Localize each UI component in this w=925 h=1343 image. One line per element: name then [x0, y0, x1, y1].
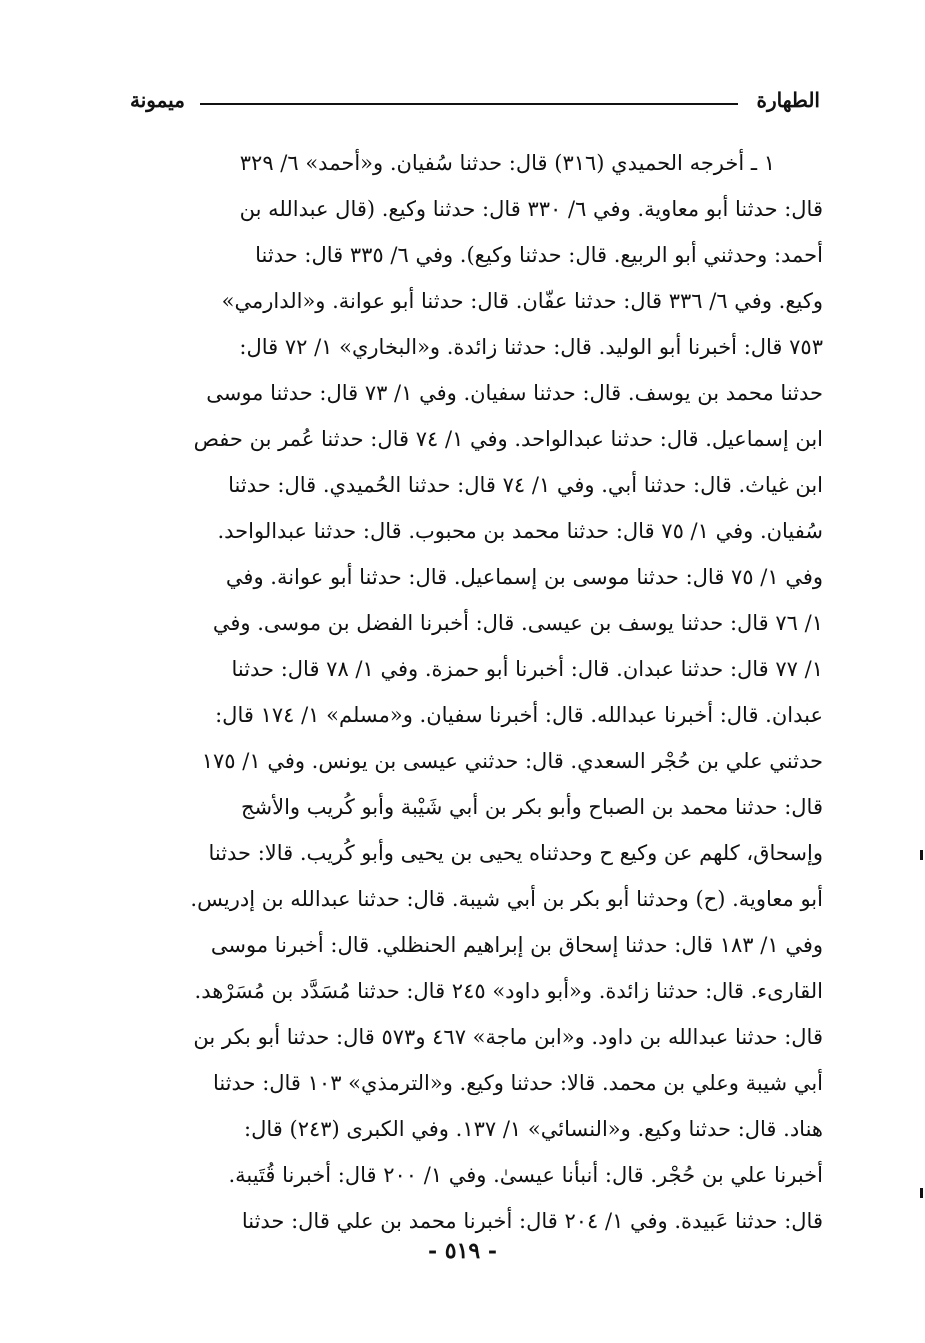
footnote-text-block [133, 140, 823, 1244]
text-line: أبو معاوية. (ح) وحدثنا أبو بكر بن أبي شيبة. قال: حدثنا عبدالله بن إدريس. [190, 887, 823, 911]
text-line: وفي ١/ ٧٥ قال: حدثنا موسى بن إسماعيل. قال: حدثنا أبو عوانة. وفي [225, 565, 823, 589]
text-line: أخبرنا علي بن حُجْر. قال: أنبأنا عيسىٰ. وفي ١/ ٢٠٠ قال: أخبرنا قُتَيبة. [228, 1163, 823, 1187]
text-line: عبدان. قال: أخبرنا عبدالله. قال: أخبرنا سفيان. و«مسلم» ١/ ١٧٤ قال: [215, 703, 823, 727]
text-line: حدثنا محمد بن يوسف. قال: حدثنا سفيان. وفي ١/ ٧٣ قال: حدثنا موسى [206, 381, 823, 405]
text-line: وفي ١/ ١٨٣ قال: حدثنا إسحاق بن إبراهيم الحنظلي. قال: أخبرنا موسى [210, 933, 823, 957]
text-line: وكيع. وفي ٦/ ٣٣٦ قال: حدثنا عفّان. قال: حدثنا أبو عوانة. و«الدارمي» [221, 289, 823, 313]
text-line: حدثني علي بن حُجْر السعدي. قال: حدثني عيسى بن يونس. وفي ١/ ١٧٥ [201, 749, 823, 773]
text-line: أحمد: وحدثني أبو الربيع. قال: حدثنا وكيع). وفي ٦/ ٣٣٥ قال: حدثنا [255, 243, 823, 267]
running-header [130, 86, 820, 116]
text-line: سُفيان. وفي ١/ ٧٥ قال: حدثنا محمد بن محبوب. قال: حدثنا عبدالواحد. [217, 519, 823, 543]
text-line: قال: حدثنا أبو معاوية. وفي ٦/ ٣٣٠ قال: حدثنا وكيع. (قال عبدالله بن [239, 197, 823, 221]
text-line: ١/ ٧٧ قال: حدثنا عبدان. قال: أخبرنا أبو حمزة. وفي ١/ ٧٨ قال: حدثنا [231, 657, 823, 681]
text-line: قال: حدثنا عبدالله بن داود. و«ابن ماجة» ٤٦٧ و٥٧٣ قال: حدثنا أبو بكر بن [193, 1025, 823, 1049]
text-line: ٧٥٣ قال: أخبرنا أبو الوليد. قال: حدثنا زائدة. و«البخاري» ١/ ٧٢ قال: [239, 335, 823, 359]
text-line: ابن غياث. قال: حدثنا أبي. وفي ١/ ٧٤ قال: حدثنا الحُميدي. قال: حدثنا [228, 473, 823, 497]
text-line: القارىء. قال: حدثنا زائدة. و«أبو داود» ٢٤٥ قال: حدثنا مُسَدَّد بن مُسَرْهد. [194, 979, 823, 1003]
text-line: قال: حدثنا عَبيدة. وفي ١/ ٢٠٤ قال: أخبرنا محمد بن علي قال: حدثنا [241, 1209, 823, 1233]
text-line: هناد. قال: حدثنا وكيع. و«النسائي» ١/ ١٣٧. وفي الكبرى (٢٤٣) قال: [244, 1117, 823, 1141]
text-line: ١/ ٧٦ قال: حدثنا يوسف بن عيسى. قال: أخبرنا الفضل بن موسى. وفي [212, 611, 823, 635]
scan-margin-mark [920, 1188, 923, 1198]
text-line: أبي شيبة وعلي بن محمد. قالا: حدثنا وكيع. و«الترمذي» ١٠٣ قال: حدثنا [212, 1071, 823, 1095]
scan-margin-mark [920, 850, 923, 860]
text-line: ١ ـ أخرجه الحميدي (٣١٦) قال: حدثنا سُفيان. و«أحمد» ٦/ ٣٢٩ [239, 151, 775, 175]
running-title: ميمونة [130, 88, 185, 112]
page-number: - ٥١٩ - [427, 1238, 498, 1264]
text-line: قال: حدثنا محمد بن الصباح وأبو بكر بن أبي شَيْبة وأبو كُريب والأشج [240, 795, 823, 819]
header-rule [200, 103, 738, 105]
text-line: ابن إسماعيل. قال: حدثنا عبدالواحد. وفي ١/ ٧٤ قال: حدثنا عُمر بن حفص [193, 427, 823, 451]
text-line: وإسحاق، كلهم عن وكيع ح وحدثناه يحيى بن يحيى وأبو كُريب. قالا: حدثنا [208, 841, 823, 865]
section-title: الطهارة [756, 88, 820, 112]
